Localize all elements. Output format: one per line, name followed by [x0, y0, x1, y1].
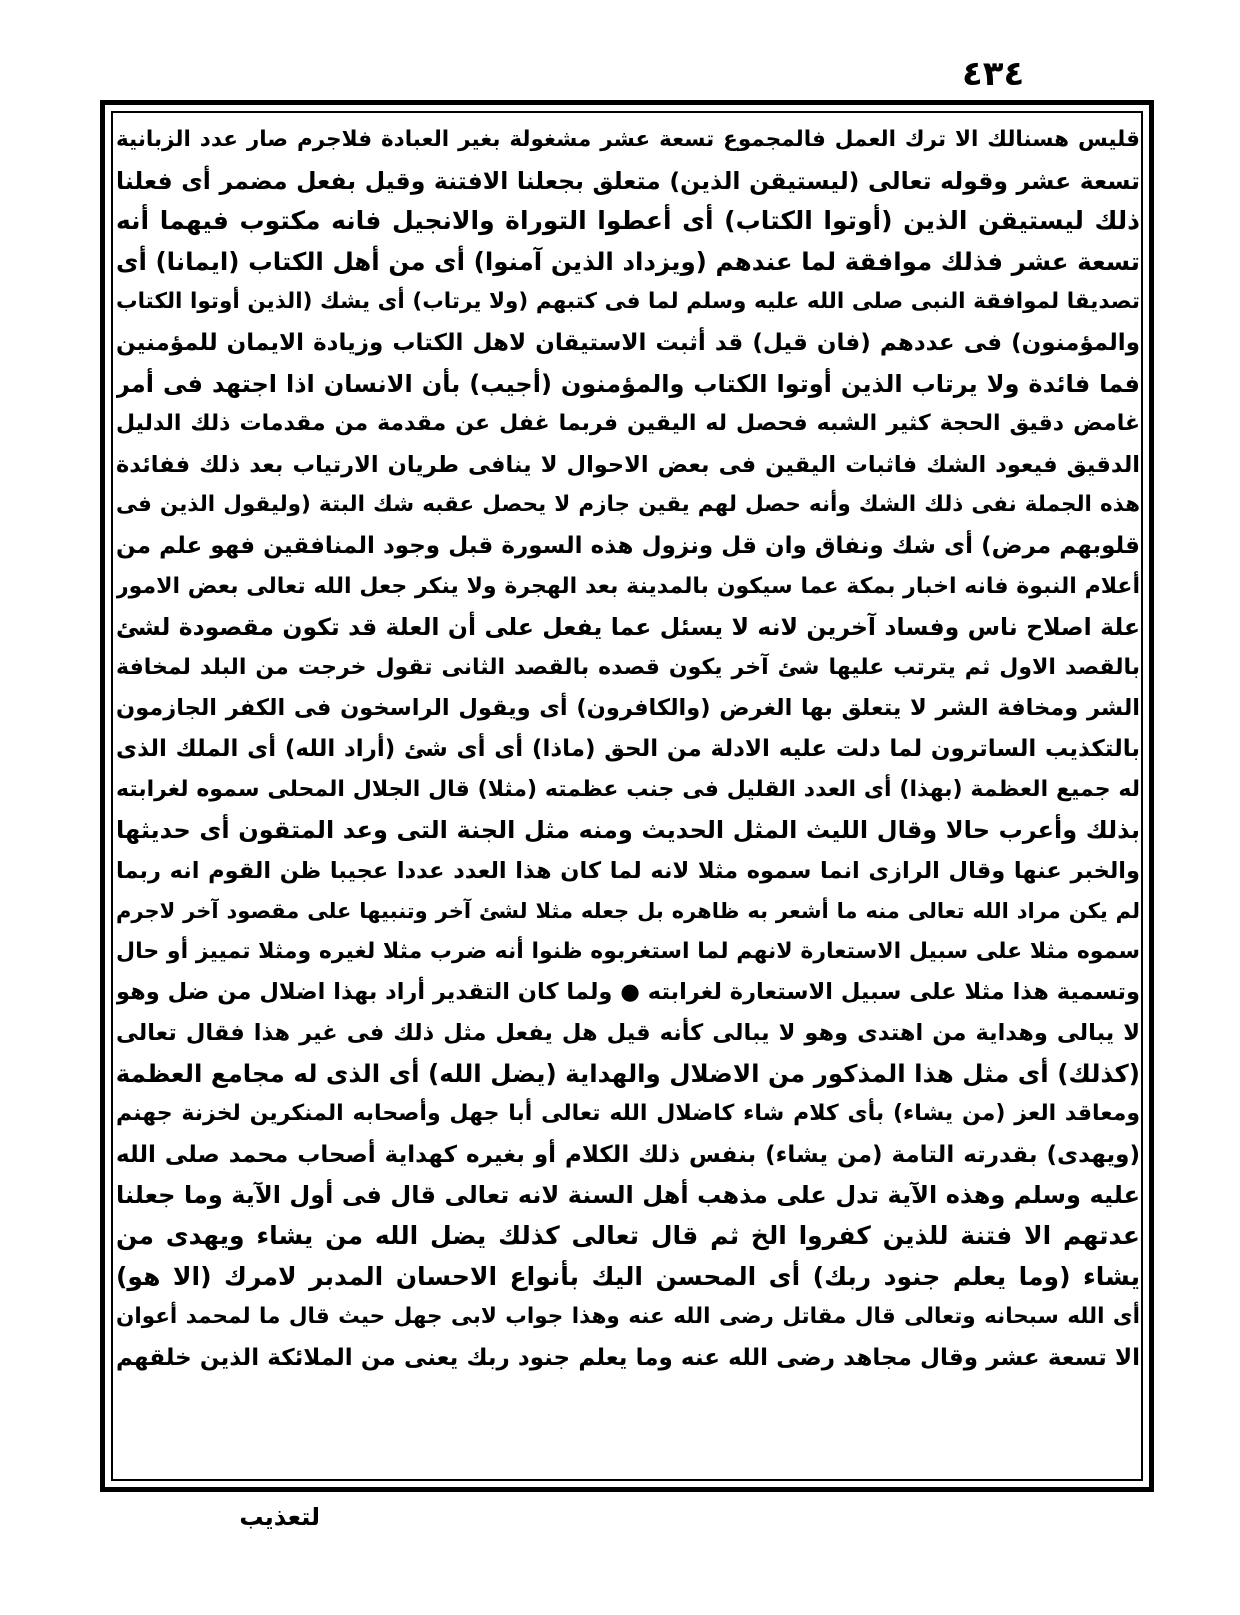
text-line: تسعة عشر وقوله تعالى (ليستيقن الذين) متعلق بجعلنا الافتنة وقيل بفعل مضمر أى فعلنا — [116, 166, 1140, 195]
text-line: هذه الجملة نفى ذلك الشك وأنه حصل لهم يقين جازم لا يحصل عقبه شك البتة (وليقول الذين فى — [116, 492, 1140, 518]
catchword: لتعذيب — [239, 1503, 320, 1531]
text-line: تسعة عشر فذلك موافقة لما عندهم (ويزداد الذين آمنوا) أى من أهل الكتاب (ايمانا) أى — [116, 246, 1140, 276]
text-line: والخبر عنها وقال الرازى انما سموه مثلا لانه لما كان هذا العدد عددا عجيبا ظن القوم انه ربما — [116, 857, 1140, 884]
text-line: الدقيق فيعود الشك فاثبات اليقين فى بعض الاحوال لا ينافى طريان الارتياب بعد ذلك ففائدة — [116, 451, 1140, 478]
text-line: غامض دقيق الحجة كثير الشبه فحصل له اليقين فربما غفل عن مقدمة من مقدمات ذلك الدليل — [116, 411, 1140, 437]
text-line: بالتكذيب الساترون لما دلت عليه الادلة من الحق (ماذا) أى أى شئ (أراد الله) أى الملك الذى — [116, 735, 1140, 762]
text-line: ذلك ليستيقن الذين (أوتوا الكتاب) أى أعطوا التوراة والانجيل فانه مكتوب فيهما أنه — [116, 206, 1140, 236]
text-line: لا يبالى وهداية من اهتدى وهو لا يبالى كأنه قيل هل يفعل مثل ذلك فى غير هذا فقال تعالى — [116, 1020, 1140, 1047]
text-line: الشر ومخافة الشر لا يتعلق بها الغرض (والكافرون) أى ويقول الراسخون فى الكفر الجازمون — [116, 695, 1140, 722]
text-line: (كذلك) أى مثل هذا المذكور من الاضلال والهداية (يضل الله) أى الذى له مجامع العظمة — [116, 1058, 1140, 1088]
text-line: يشاء (وما يعلم جنود ربك) أى المحسن اليك بأنواع الاحسان المدبر لامرك (الا هو) — [116, 1261, 1140, 1291]
text-line: والمؤمنون) فى عددهم (فان قيل) قد أثبت الاستيقان لاهل الكتاب وزيادة الايمان للمؤمنين — [116, 329, 1140, 356]
text-line: بالقصد الاول ثم يترتب عليها شئ آخر يكون قصده بالقصد الثانى تقول خرجت من البلد لمخافة — [116, 654, 1140, 680]
text-line: قليس هسنالك الا ترك العمل فالمجموع تسعة عشر مشغولة بغير العبادة فلاجرم صار عدد الزبانية — [116, 127, 1140, 152]
main-text-block — [116, 120, 1140, 1482]
text-line: سموه مثلا على سبيل الاستعارة لانهم لما استغربوه ظنوا أنه ضرب مثلا لغيره ومثلا تمييز أو حال — [116, 938, 1140, 964]
text-line: أعلام النبوة فانه اخبار بمكة عما سيكون بالمدينة بعد الهجرة ولا ينكر جعل الله تعالى بعض الامور — [116, 573, 1140, 599]
text-line: علة اصلاح ناس وفساد آخرين لانه لا يسئل عما يفعل على أن العلة قد تكون مقصودة لشئ — [116, 613, 1140, 642]
text-line: أى الله سبحانه وتعالى قال مقاتل رضى الله عنه وهذا جواب لابى جهل حيث قال ما لمحمد أعوان — [116, 1304, 1140, 1330]
text-line: ومعاقد العز (من يشاء) بأى كلام شاء كاضلال الله تعالى أبا جهل وأصحابه المنكرين لخزنة جهنم — [116, 1101, 1140, 1127]
text-line: تصديقا لموافقة النبى صلى الله عليه وسلم لما فى كتبهم (ولا يرتاب) أى يشك (الذين أوتوا الكتاب — [116, 289, 1140, 315]
text-line: (ويهدى) بقدرته التامة (من يشاء) بنفس ذلك الكلام أو بغيره كهداية أصحاب محمد صلى الله — [116, 1141, 1140, 1168]
text-line: الا تسعة عشر وقال مجاهد رضى الله عنه وما يعلم جنود ربك يعنى من الملائكة الذين خلقهم — [116, 1344, 1140, 1371]
text-line: له جميع العظمة (بهذا) أى العدد القليل فى جنب عظمته (مثلا) قال الجلال المحلى سموه لغرابته — [116, 776, 1140, 802]
text-line: قلوبهم مرض) أى شك ونفاق وان قل ونزول هذه السورة قبل وجود المنافقين فهو علم من — [116, 532, 1140, 559]
text-line: عدتهم الا فتنة للذين كفروا الخ ثم قال تعالى كذلك يضل الله من يشاء ويهدى من — [116, 1221, 1140, 1251]
page-number: ٤٣٤ — [962, 54, 1025, 94]
text-line: عليه وسلم وهذه الآية تدل على مذهب أهل السنة لانه تعالى قال فى أول الآية وما جعلنا — [116, 1181, 1140, 1210]
text-line: بذلك وأعرب حالا وقال الليث المثل الحديث ومنه مثل الجنة التى وعد المتقون أى حديثها — [116, 816, 1140, 845]
text-line: وتسمية هذا مثلا على سبيل الاستعارة لغرابته ● ولما كان التقدير أراد بهذا اضلال من ضل وهو — [116, 979, 1140, 1006]
text-line: لم يكن مراد الله تعالى منه ما أشعر به ظاهره بل جعله مثلا لشئ آخر وتنبيها على مقصود آخر لاجرم — [116, 899, 1140, 924]
text-line: فما فائدة ولا يرتاب الذين أوتوا الكتاب والمؤمنون (أجيب) بأن الانسان اذا اجتهد فى أمر — [116, 369, 1140, 398]
